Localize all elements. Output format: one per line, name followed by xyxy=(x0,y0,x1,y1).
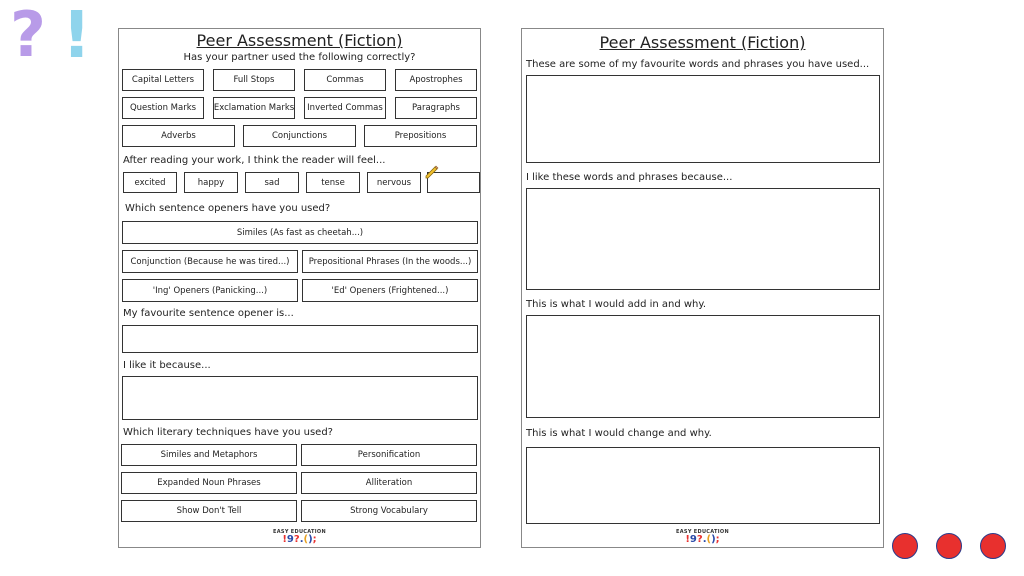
red-dot-decoration-3 xyxy=(980,533,1006,559)
feeling-happy[interactable]: happy xyxy=(184,172,238,193)
sheet2-footer-text: EASY EDUCATION xyxy=(676,529,729,535)
opener-prepositional-phrases[interactable]: Prepositional Phrases (In the woods...) xyxy=(302,250,478,273)
checkbox-paragraphs[interactable]: Paragraphs xyxy=(395,97,477,119)
like-it-prompt: I like it because... xyxy=(123,360,211,371)
favourite-opener-prompt: My favourite sentence opener is... xyxy=(123,308,294,319)
checkbox-exclamation-marks[interactable]: Exclamation Marks xyxy=(213,97,295,119)
like-words-answer-box[interactable] xyxy=(526,188,880,290)
pencil-icon xyxy=(425,165,439,179)
like-it-answer-box[interactable] xyxy=(122,376,478,420)
checkbox-adverbs[interactable]: Adverbs xyxy=(122,125,235,147)
exclamation-mark-decoration: ! xyxy=(62,0,92,73)
checkbox-conjunctions[interactable]: Conjunctions xyxy=(243,125,356,147)
checkbox-prepositions[interactable]: Prepositions xyxy=(364,125,477,147)
add-in-prompt: This is what I would add in and why. xyxy=(526,299,707,310)
checkbox-commas[interactable]: Commas xyxy=(304,69,386,91)
change-prompt: This is what I would change and why. xyxy=(526,428,712,439)
feeling-sad[interactable]: sad xyxy=(245,172,299,193)
sheet1-subtitle: Has your partner used the following correctly? xyxy=(183,52,416,63)
question-mark-decoration: ? xyxy=(10,0,46,71)
openers-prompt: Which sentence openers have you used? xyxy=(125,203,331,214)
opener-similes[interactable]: Similes (As fast as cheetah...) xyxy=(122,221,478,244)
checkbox-inverted-commas[interactable]: Inverted Commas xyxy=(304,97,386,119)
technique-show-dont-tell[interactable]: Show Don't Tell xyxy=(121,500,297,522)
sheet1-title: Peer Assessment (Fiction) xyxy=(196,31,403,50)
checkbox-question-marks[interactable]: Question Marks xyxy=(122,97,204,119)
sheet1-footer-text: EASY EDUCATION xyxy=(273,529,326,535)
like-words-prompt: I like these words and phrases because... xyxy=(526,172,733,183)
opener-ing[interactable]: 'Ing' Openers (Panicking...) xyxy=(122,279,298,302)
sheet2-footer-glyphs: !9?.(); xyxy=(685,534,720,545)
add-in-answer-box[interactable] xyxy=(526,315,880,418)
favourite-words-answer-box[interactable] xyxy=(526,75,880,163)
sheet1-footer-glyphs: !9?.(); xyxy=(282,534,317,545)
technique-strong-vocabulary[interactable]: Strong Vocabulary xyxy=(301,500,477,522)
technique-expanded-noun-phrases[interactable]: Expanded Noun Phrases xyxy=(121,472,297,494)
technique-alliteration[interactable]: Alliteration xyxy=(301,472,477,494)
opener-ed[interactable]: 'Ed' Openers (Frightened...) xyxy=(302,279,478,302)
technique-personification[interactable]: Personification xyxy=(301,444,477,466)
techniques-prompt: Which literary techniques have you used? xyxy=(123,427,333,438)
checkbox-full-stops[interactable]: Full Stops xyxy=(213,69,295,91)
favourite-opener-answer-box[interactable] xyxy=(122,325,478,353)
red-dot-decoration-1 xyxy=(892,533,918,559)
red-dot-decoration-2 xyxy=(936,533,962,559)
favourite-words-prompt: These are some of my favourite words and phrases you have used... xyxy=(526,59,870,70)
sheet2-title: Peer Assessment (Fiction) xyxy=(599,33,806,52)
peer-assessment-sheet-2 xyxy=(521,28,884,548)
feel-prompt: After reading your work, I think the reader will feel... xyxy=(123,155,386,166)
feeling-tense[interactable]: tense xyxy=(306,172,360,193)
checkbox-capital-letters[interactable]: Capital Letters xyxy=(122,69,204,91)
checkbox-apostrophes[interactable]: Apostrophes xyxy=(395,69,477,91)
technique-similes-metaphors[interactable]: Similes and Metaphors xyxy=(121,444,297,466)
sheet2-footer-logo xyxy=(522,529,883,545)
feeling-excited[interactable]: excited xyxy=(123,172,177,193)
change-answer-box[interactable] xyxy=(526,447,880,524)
feeling-nervous[interactable]: nervous xyxy=(367,172,421,193)
sheet1-footer-logo xyxy=(119,529,480,545)
peer-assessment-sheet-1 xyxy=(118,28,481,548)
opener-conjunction[interactable]: Conjunction (Because he was tired...) xyxy=(122,250,298,273)
